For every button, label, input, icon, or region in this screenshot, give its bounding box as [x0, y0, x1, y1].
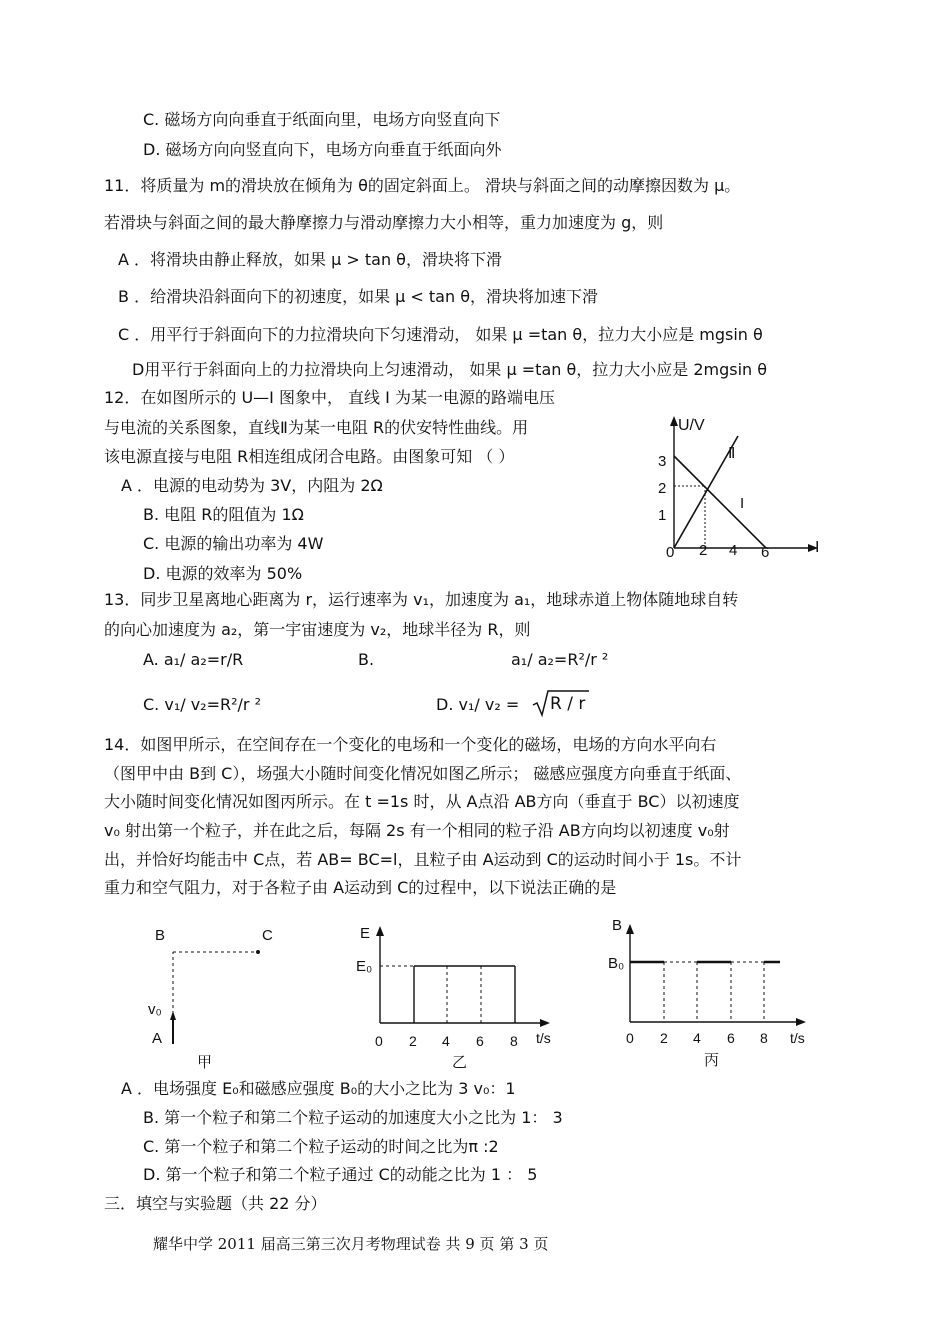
yi-y-arrow-icon [376, 926, 384, 936]
q12-x-label: I [815, 539, 820, 556]
bing-x-tick-4: 4 [693, 1030, 701, 1046]
q14-figure-jia [140, 920, 290, 1070]
q12-option-b: B. 电阻 R的阻值为 1Ω [143, 505, 304, 524]
yi-x-tick-4: 4 [442, 1033, 450, 1049]
q14-stem-line6: 重力和空气阻力，对于各粒子由 A运动到 C的过程中，以下说法正确的是 [104, 878, 617, 897]
q14-stem-line5: 出，并恰好均能击中 C点，若 AB= BC=l，且粒子由 A运动到 C的运动时间小于 1s。不计 [104, 850, 742, 869]
q10-option-c: C. 磁场方向向垂直于纸面向里，电场方向竖直向下 [143, 110, 501, 129]
q12-line-i [674, 456, 766, 548]
jia-label-c: C [262, 927, 273, 944]
q11-option-b: B ．给滑块沿斜面向下的初速度，如果 μ < tan θ，滑块将加速下滑 [118, 287, 599, 306]
q12-option-d: D. 电源的效率为 50% [143, 564, 303, 583]
yi-x-tick-2: 2 [409, 1033, 417, 1049]
yi-x-tick-0: 0 [375, 1033, 383, 1049]
yi-x-arrow-icon [540, 1019, 550, 1027]
q13-option-d-sqrt: R / r [550, 694, 586, 714]
bing-y-label: B [612, 917, 623, 934]
bing-x-tick-6: 6 [727, 1030, 735, 1046]
q11-option-c: C ．用平行于斜面向下的力拉滑块向下匀速滑动， 如果 μ =tan θ，拉力大小应是 mgsin θ [118, 325, 763, 344]
q12-y-tick-1: 1 [658, 507, 667, 524]
bing-x-tick-2: 2 [660, 1030, 668, 1046]
q13-option-a: A. a₁/ a₂=r/R [143, 650, 244, 669]
q14-option-b: B. 第一个粒子和第二个粒子运动的加速度大小之比为 1： 3 [143, 1108, 563, 1127]
q14-figure-bing [600, 912, 820, 1072]
q12-option-a: A ．电源的电动势为 3V，内阻为 2Ω [121, 476, 383, 495]
q12-y-tick-2: 2 [658, 480, 667, 497]
yi-y-label: E [360, 925, 371, 942]
q13-stem-line1: 13．同步卫星离地心距离为 r，运行速率为 v₁，加速度为 a₁，地球赤道上物体随地球自转 [104, 590, 739, 609]
q14-stem-line2: （图甲中由 B到 C），场强大小随时间变化情况如图乙所示； 磁感应强度方向垂直于纸面、 [104, 764, 742, 783]
q13-option-b: a₁/ a₂=R²/r ² [511, 650, 609, 669]
yi-caption: 乙 [452, 1054, 468, 1071]
q12-stem-line1: 12．在如图所示的 U—I 图象中， 直线 I 为某一电源的路端电压 [104, 388, 555, 407]
bing-level-label: B₀ [608, 955, 625, 972]
q14-stem-line4: v₀ 射出第一个粒子，并在此之后，每隔 2s 有一个相同的粒子沿 AB方向均以初速度 v₀射 [104, 821, 730, 840]
jia-v0-arrow-icon [170, 1011, 176, 1020]
yi-x-tick-6: 6 [476, 1033, 484, 1049]
yi-x-unit: t/s [536, 1030, 551, 1046]
bing-caption: 丙 [704, 1052, 720, 1069]
q13-stem-line2: 的向心加速度为 a₂，第一宇宙速度为 v₂，地球半径为 R，则 [104, 620, 531, 639]
q14-stem-line1: 14．如图甲所示，在空间存在一个变化的电场和一个变化的磁场，电场的方向水平向右 [104, 735, 717, 754]
q12-y-tick-3: 3 [658, 453, 667, 470]
bing-x-tick-0: 0 [626, 1030, 634, 1046]
jia-label-v0: v₀ [148, 1001, 162, 1018]
q14-stem-line3: 大小随时间变化情况如图丙所示。在 t =1s 时，从 A点沿 AB方向（垂直于 BC）以初速度 [104, 792, 740, 811]
q11-option-a: A ．将滑块由静止释放，如果 μ > tan θ，滑块将下滑 [118, 250, 502, 269]
q12-x-tick-0: 0 [666, 544, 675, 561]
q14-option-a: A ．电场强度 E₀和磁感应强度 B₀的大小之比为 3 v₀：1 [121, 1079, 516, 1098]
q10-option-d: D. 磁场方向向竖直向下，电场方向垂直于纸面向外 [143, 140, 502, 159]
yi-x-tick-8: 8 [510, 1033, 518, 1049]
q12-line-ii-label: Ⅱ [728, 445, 736, 462]
q12-stem-line3: 该电源直接与电阻 R相连组成闭合电路。由图象可知 （ ） [104, 447, 515, 466]
q13-option-b-label: B. [358, 650, 375, 669]
q12-x-tick-4: 4 [729, 542, 738, 559]
section-3-heading: 三．填空与实验题（共 22 分） [104, 1194, 327, 1213]
q12-x-tick-6: 6 [761, 544, 770, 561]
bing-x-arrow-icon [796, 1018, 806, 1026]
yi-level-label: E₀ [356, 958, 373, 975]
q12-option-c: C. 电源的输出功率为 4W [143, 534, 324, 553]
q12-stem-line2: 与电流的关系图象，直线Ⅱ为某一电阻 R的伏安特性曲线。用 [104, 418, 529, 437]
q13-option-c: C. v₁/ v₂=R²/r ² [143, 695, 261, 714]
page-footer: 耀华中学 2011 届高三第三次月考物理试卷 共 9 页 第 3 页 [153, 1235, 549, 1253]
q14-figure-yi [350, 920, 560, 1075]
jia-point-c [256, 950, 260, 954]
q11-option-d: D用平行于斜面向上的力拉滑块向上匀速滑动， 如果 μ =tan θ，拉力大小应是 2mgsin θ [132, 360, 768, 379]
q14-option-d: D. 第一个粒子和第二个粒子通过 C的动能之比为 1 ： 5 [143, 1165, 538, 1184]
q12-y-label: U/V [678, 417, 705, 434]
q11-stem-line2: 若滑块与斜面之间的最大静摩擦力与滑动摩擦力大小相等，重力加速度为 g，则 [104, 213, 664, 232]
q12-x-tick-2: 2 [699, 542, 708, 559]
bing-x-tick-8: 8 [760, 1030, 768, 1046]
q12-ui-graph [650, 412, 840, 572]
q11-stem-line1: 11．将质量为 m的滑块放在倾角为 θ的固定斜面上。 滑块与斜面之间的动摩擦因数为 μ。 [104, 176, 741, 195]
q13-option-d-label: D. v₁/ v₂ = [436, 695, 520, 714]
q12-line-i-label: I [740, 495, 745, 512]
q12-y-arrow-icon [670, 416, 678, 426]
bing-y-arrow-icon [626, 924, 634, 934]
jia-label-b: B [155, 927, 166, 944]
jia-label-a: A [152, 1030, 163, 1047]
bing-x-unit: t/s [790, 1030, 805, 1046]
jia-caption: 甲 [197, 1054, 213, 1070]
q14-option-c: C. 第一个粒子和第二个粒子运动的时间之比为π :2 [143, 1137, 499, 1156]
